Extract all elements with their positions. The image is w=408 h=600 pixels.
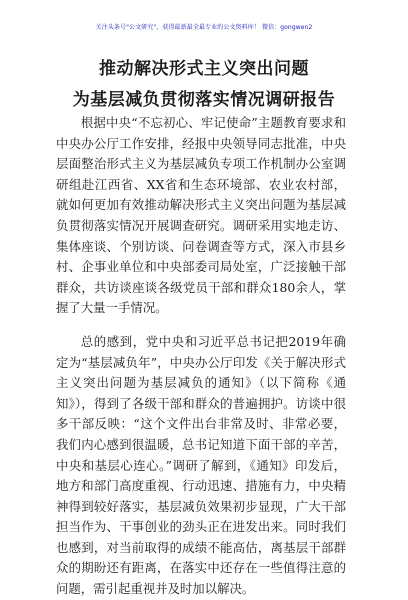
- document-title-line-2: 为基层减负贯彻落实情况调研报告: [72, 90, 336, 110]
- paragraph-2: 总的感到，党中央和习近平总书记把2019年确定为“基层减负年”，中央办公厅印发《关于解决形式主义突出问题为基层减负的通知》（以下简称《通知》），得到了各级干部和群众的普遍拥护。访谈中很多干部反映：“这个文件出台非常及时、非常必要，我们内心感到很温暖，总书记知道下面干部的辛苦，中央和基层心连心。”调研了解到，《通知》印发后，地方和部门高度重视、行动迅速、措施有力，中央精神得到较好落实，基层减负效果初步显现，广大干部担当作为、干事创业的劲头正在进发出来。同时我们也感到，对当前取得的成绩不能高估，离基层干部群众的期盼还有距离，在落实中还存在一些值得注意的问题，需引起重视并及时加以解决。: [56, 333, 346, 597]
- document-title-line-1: 推动解决形式主义突出问题: [99, 59, 309, 79]
- paragraph-1: 根据中央“不忘初心、牢记使命”主题教育要求和中央办公厅工作安排，经报中央领导同志批准，中央层面整治形式主义为基层减负专项工作机制办公室调研组赴江西省、XX省和生态环境部、农业农村部，就如何更加有效推动解决形式主义突出问题为基层减负贯彻落实情况开展调查研究。调研采用实地走访、集体座谈、个别访谈、问卷调查等方式，深入市县乡村、企事业单位和中央部委司局处室，广泛接触干部群众，共访谈座谈各级党员干部和群众180余人，掌握了大量一手情况。: [56, 115, 346, 316]
- paragraph-spacer: [56, 319, 346, 332]
- document-body: [56, 113, 346, 600]
- header-banner: 关注头条号"公文研究"，获得最新最全最专业的公文资料库！ 微信：gongwen2: [95, 24, 313, 31]
